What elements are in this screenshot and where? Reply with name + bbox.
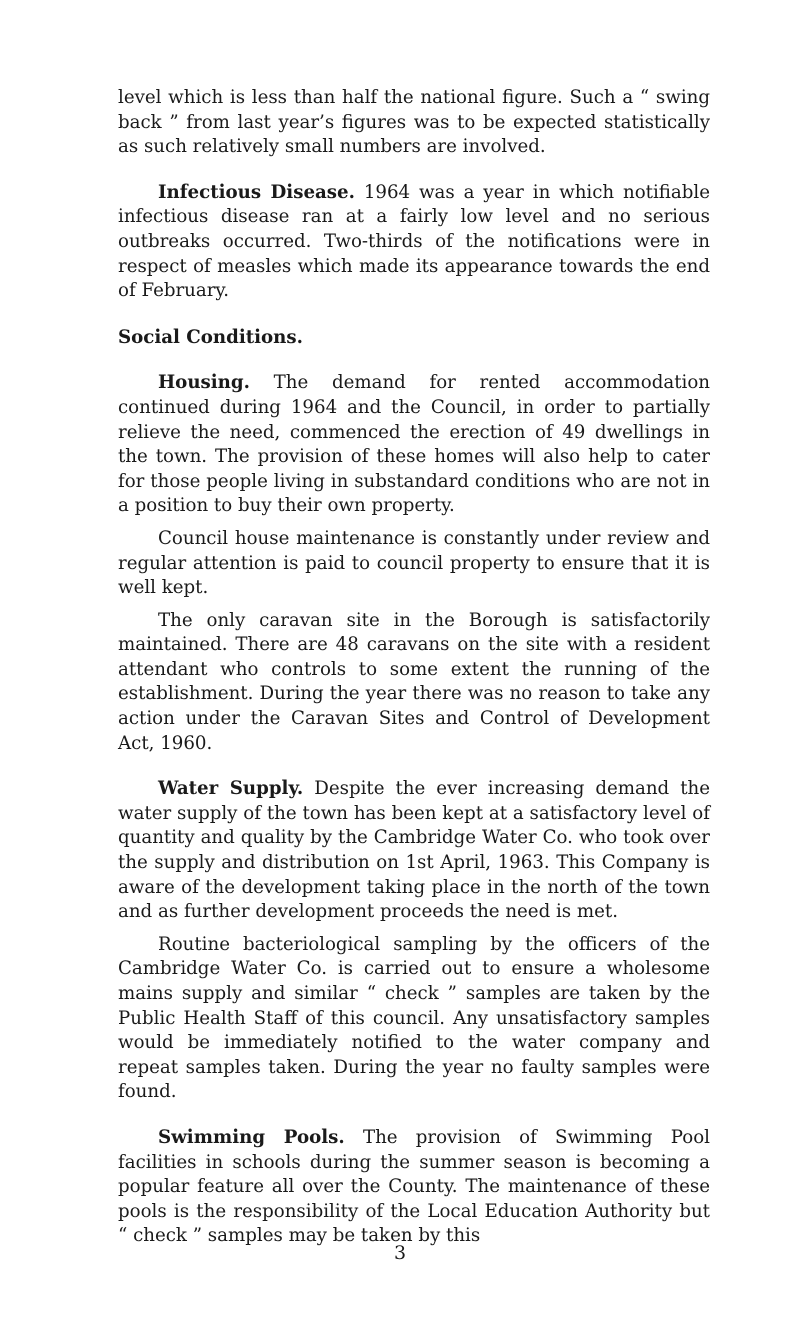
heading-swimming-pools: Swimming Pools. <box>158 1126 345 1148</box>
paragraph-infectious-disease <box>118 181 710 304</box>
paragraph-bacteriological-sampling: Routine bacteriological sampling by the officers of the Cambridge Water Co. is carried out to ensure a wholesome mains supply and similar “ check ” samples are taken by the Public Health Staff of this council. Any unsatisfactory samples would be immediately notified to the water company and repeat samples taken. During the year no faulty samples were found. <box>118 933 710 1103</box>
heading-infectious-disease: Infectious Disease. <box>158 181 355 203</box>
text-swimming-pools: The provision of Swimming Pool facilities in schools during the summer season is becoming a popular feature all over the County. The maintenance of these pools is the responsibility of the Local Education Authority but “ check ” samples may be taken by this <box>118 1126 710 1247</box>
paragraph-caravan-site: The only caravan site in the Borough is satisfactorily maintained. There are 48 caravans on the site with a resident attendant who controls to some extent the running of the establishment. During the year there was no reason to take any action under the Caravan Sites and Control of Development Act, 1960. <box>118 609 710 754</box>
paragraph-swing-back: level which is less than half the national figure. Such a “ swing back ” from last year’s figures was to be expected statistically as such relatively small numbers are involved. <box>118 87 710 158</box>
page-number: 3 <box>393 1242 407 1264</box>
heading-housing: Housing. <box>158 372 250 394</box>
text-housing: The demand for rented accommodation continued during 1964 and the Council, in order to partially relieve the need, commenced the erection of 49 dwellings in the town. The provision of these homes will also help to cater for those people living in substandard conditions who are not in a position to buy their own property. <box>118 372 710 517</box>
paragraph-council-house: Council house maintenance is constantly under review and regular attention is paid to council property to ensure that it is well kept. <box>118 527 710 599</box>
paragraph-swimming-pools <box>118 1126 710 1249</box>
heading-water-supply: Water Supply. <box>158 778 304 800</box>
text-water-supply: Despite the ever increasing demand the water supply of the town has been kept at a satisfactory level of quantity and quality by the Cambridge Water Co. who took over the supply and distribution on 1st April, 1963. This Company is aware of the development taking place in the north of the town and as further development proceeds the need is met. <box>118 778 710 923</box>
text-infectious-disease: 1964 was a year in which notifiable infectious disease ran at a fairly low level and no serious outbreaks occurred. Two-thirds of the notifications were in respect of measles which made its appearance towards the end of February. <box>118 181 710 302</box>
paragraph-water-supply <box>118 777 710 925</box>
heading-social-conditions: Social Conditions. <box>118 326 303 348</box>
paragraph-housing <box>118 371 710 519</box>
document-page <box>118 86 710 1249</box>
